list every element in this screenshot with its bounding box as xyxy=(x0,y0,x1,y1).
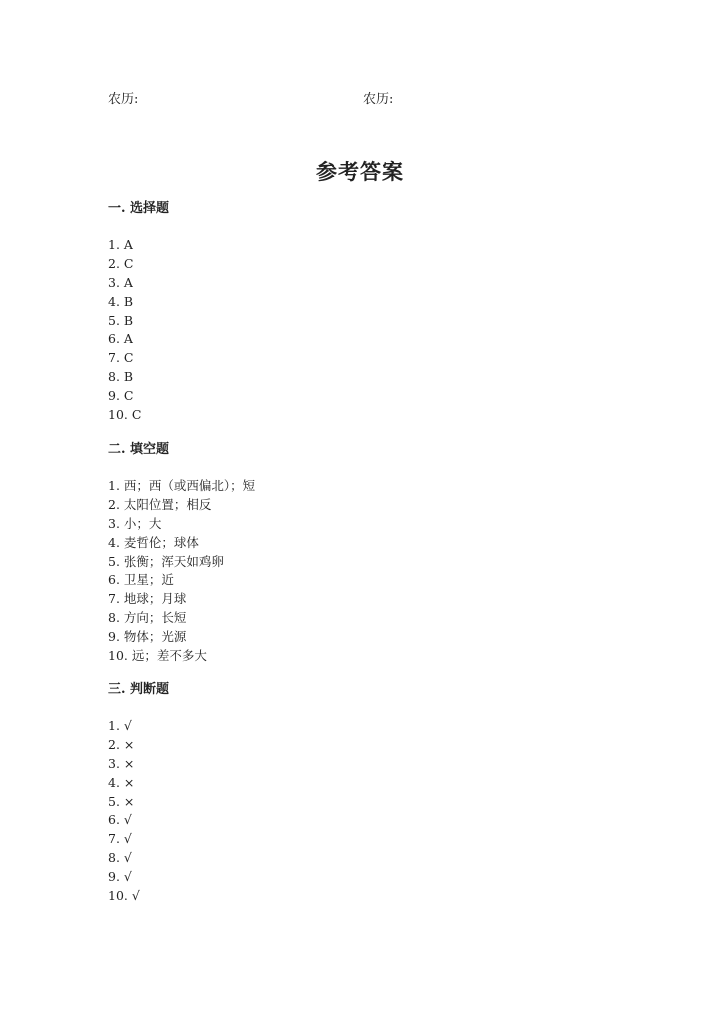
lunar-date-label-right: 农历: xyxy=(363,92,394,107)
answer-item: 4. 麦哲伦；球体 xyxy=(108,534,199,550)
answer-item: 9. C xyxy=(108,388,134,404)
answer-item: 9. 物体；光源 xyxy=(108,629,187,645)
answer-item: 8. 方向；长短 xyxy=(108,610,187,626)
answer-item: 10. C xyxy=(108,407,142,423)
section-fill-in-blank xyxy=(108,440,608,666)
answer-item: 3. 小；大 xyxy=(108,515,162,531)
section-multiple-choice xyxy=(108,199,608,425)
answer-item: 3. A xyxy=(108,274,133,290)
answer-list xyxy=(108,477,608,666)
lunar-date-label-left: 农历: xyxy=(108,92,139,107)
answer-item: 5. 张衡；浑天如鸡卵 xyxy=(108,553,224,569)
section-heading: 一. 选择题 xyxy=(108,201,170,216)
answer-item: 7. C xyxy=(108,350,134,366)
answer-item: 1. 西；西（或西偏北）；短 xyxy=(108,478,256,493)
answer-item: 6. A xyxy=(108,331,133,347)
answer-item: 5. × xyxy=(108,793,135,809)
answer-item: 2. × xyxy=(108,736,135,752)
answer-item: 4. × xyxy=(108,774,135,790)
section-heading: 三. 判断题 xyxy=(108,682,170,697)
answer-item: 8. B xyxy=(108,369,134,385)
answer-item: 7. 地球；月球 xyxy=(108,591,187,607)
answer-item: 7. √ xyxy=(108,831,132,847)
answer-list xyxy=(108,717,608,906)
answer-item: 8. √ xyxy=(108,850,132,866)
answer-item: 1. √ xyxy=(108,718,132,733)
answer-item: 5. B xyxy=(108,312,134,328)
answer-item: 9. √ xyxy=(108,869,132,885)
answer-item: 6. √ xyxy=(108,812,132,828)
page-title: 参考答案 xyxy=(316,159,404,184)
answer-item: 6. 卫星；近 xyxy=(108,572,174,588)
answer-item: 10. √ xyxy=(108,888,140,904)
section-heading: 二. 填空题 xyxy=(108,442,170,457)
answer-item: 10. 远；差不多大 xyxy=(108,648,207,664)
answer-item: 1. A xyxy=(108,237,133,252)
lunar-date-row xyxy=(108,88,628,106)
answer-item: 2. 太阳位置；相反 xyxy=(108,496,212,512)
answer-list xyxy=(108,236,608,425)
answer-item: 3. × xyxy=(108,755,135,771)
answer-item: 2. C xyxy=(108,255,134,271)
answer-item: 4. B xyxy=(108,293,134,309)
section-true-false xyxy=(108,680,608,906)
